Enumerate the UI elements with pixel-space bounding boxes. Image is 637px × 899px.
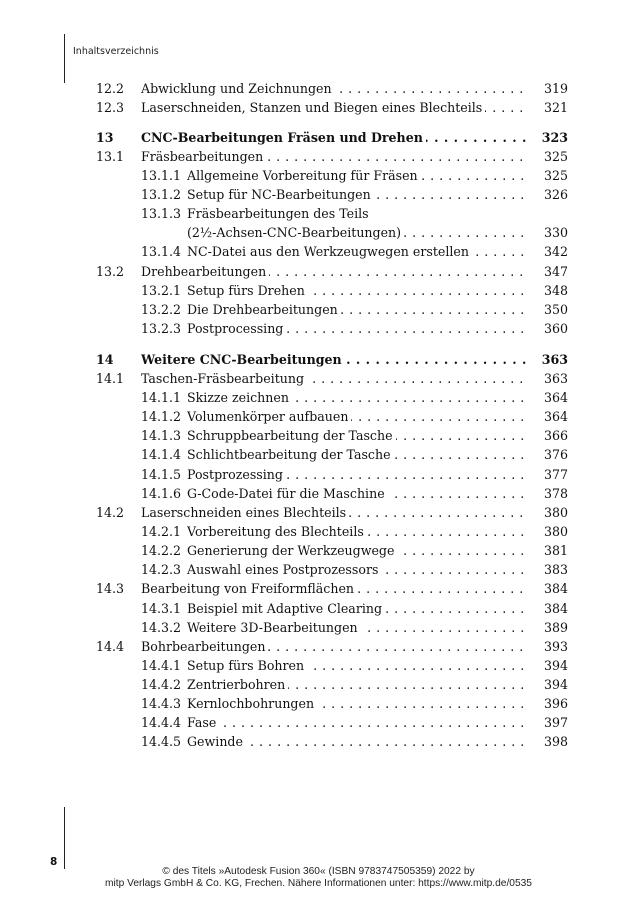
toc-entry-number: 13.1.4 [141, 244, 182, 259]
toc-entry-page: 396 [527, 695, 568, 713]
toc-entry-title: Postprozessing [187, 467, 286, 482]
toc-entry-title: Allgemeine Vorbereitung für Fräsen [187, 168, 421, 183]
toc-entry-title: Auswahl eines Postprozessors [187, 562, 381, 577]
copyright-footer [0, 866, 637, 890]
toc-entry-number: 14.4.4 [141, 715, 182, 730]
toc-entry-page: 330 [527, 224, 568, 242]
toc-entry-title: Weitere CNC-Bearbeitungen [141, 352, 345, 367]
toc-entry-number: 13.1 [96, 149, 125, 164]
toc-entry-page: 378 [527, 485, 568, 503]
toc-entry-page: 363 [527, 370, 568, 388]
toc-entry-page: 326 [527, 186, 568, 204]
toc-entry-page: 342 [527, 243, 568, 261]
toc-entry [0, 351, 637, 369]
toc-entry-page: 364 [527, 408, 568, 426]
toc-entry [0, 389, 637, 407]
toc-entry-number: 14.2.1 [141, 524, 182, 539]
toc-entry-number: 14.3.1 [141, 601, 182, 616]
toc-entry-number: 14.1.2 [141, 409, 182, 424]
toc-entry [0, 485, 637, 503]
toc-entry-title: Schlichtbearbeitung der Tasche [187, 447, 394, 462]
toc-entry [0, 542, 637, 560]
toc-entry [0, 733, 637, 751]
footer-line-2: mitp Verlags GmbH & Co. KG, Frechen. Nähere Informationen unter: https://www.mitp.de/0535 [105, 878, 532, 889]
toc-entry-page: 384 [527, 600, 568, 618]
toc-entry [0, 619, 637, 637]
toc-entry-page: 389 [527, 619, 568, 637]
toc-entry [0, 320, 637, 338]
toc-entry-page: 321 [527, 99, 568, 117]
toc-entry [0, 600, 637, 618]
toc-entry-page: 323 [527, 129, 568, 147]
toc-entry-number: 14.3.2 [141, 620, 182, 635]
toc-entry-page: 376 [527, 446, 568, 464]
toc-entry-page: 384 [527, 580, 568, 598]
toc-entry-number: 14 [96, 352, 114, 367]
toc-entry [0, 714, 637, 732]
margin-rule-top [64, 34, 65, 83]
toc-entry-title: NC-Datei aus den Werkzeugwegen erstellen [187, 244, 472, 259]
toc-entry-number: 14.1.3 [141, 428, 182, 443]
toc-entry-title: Generierung der Werkzeugwege [187, 543, 397, 558]
toc-entry [0, 129, 637, 147]
toc-entry-number: 13.1.3 [141, 206, 182, 221]
toc-entry-title: Fräsbearbeitungen [141, 149, 266, 164]
page-number: 8 [50, 856, 58, 868]
toc-entry-page: 348 [527, 282, 568, 300]
toc-entry-number: 13.2.1 [141, 283, 182, 298]
toc-entry-number: 13.2 [96, 264, 125, 279]
toc-entry-title: Die Drehbearbeitungen [187, 302, 341, 317]
toc-entry-title: Laserschneiden eines Blechteils [141, 505, 349, 520]
toc-entry-title: Bearbeitung von Freiformflächen [141, 581, 357, 596]
toc-entry-title: Gewinde [187, 734, 246, 749]
toc-entry-number: 14.1.5 [141, 467, 182, 482]
running-header: Inhaltsverzeichnis [73, 46, 159, 57]
toc-entry-title: Setup für NC-Bearbeitungen [187, 187, 374, 202]
margin-rule-bottom [64, 807, 65, 869]
toc-entry [0, 80, 637, 98]
toc-entry-title: (2½-Achsen-CNC-Bearbeitungen) [187, 225, 404, 240]
toc-entry-title: Setup fürs Bohren [187, 658, 307, 673]
toc-entry-title: Bohrbearbeitungen [141, 639, 268, 654]
toc-entry-title: G-Code-Datei für die Maschine [187, 486, 388, 501]
toc-entry [0, 186, 637, 204]
toc-entry-number: 12.2 [96, 81, 125, 96]
toc-entry-title: Taschen-Fräsbearbeitung [141, 371, 307, 386]
toc-entry-number: 14.4.5 [141, 734, 182, 749]
toc-entry-title: Vorbereitung des Blechteils [187, 524, 367, 539]
toc-entry-page: 397 [527, 714, 568, 732]
toc-entry-page: 319 [527, 80, 568, 98]
toc-entry-number: 14.2.3 [141, 562, 182, 577]
toc-entry-number: 14.1.4 [141, 447, 182, 462]
toc-entry-number: 14.2.2 [141, 543, 182, 558]
toc-entry-title: Postprocessing [187, 321, 286, 336]
toc-entry-number: 14.3 [96, 581, 125, 596]
toc-entry [0, 148, 637, 166]
toc-entry-page: 381 [527, 542, 568, 560]
toc-entry-number: 14.1.1 [141, 390, 182, 405]
toc-entry-title: Setup fürs Drehen [187, 283, 308, 298]
toc-entry-title: CNC-Bearbeitungen Fräsen und Drehen [141, 130, 426, 145]
toc-entry-page: 360 [527, 320, 568, 338]
toc-entry-title: Schruppbearbeitung der Tasche [187, 428, 396, 443]
toc-entry-title: Volumenkörper aufbauen [187, 409, 351, 424]
toc-entry-title: Beispiel mit Adaptive Clearing [187, 601, 385, 616]
toc-entry [0, 446, 637, 464]
toc-entry-number: 13.1.2 [141, 187, 182, 202]
toc-entry [0, 676, 637, 694]
toc-entry-page: 377 [527, 466, 568, 484]
toc-entry-page: 366 [527, 427, 568, 445]
toc-entry-number: 14.4 [96, 639, 125, 654]
toc-entry-title: Abwicklung und Zeichnungen [141, 81, 335, 96]
toc-entry-number: 13.1.1 [141, 168, 182, 183]
toc-entry-page: 325 [527, 167, 568, 185]
toc-entry [0, 638, 637, 656]
toc-entry [0, 301, 637, 319]
toc-entry-page: 363 [527, 351, 568, 369]
toc-entry [0, 561, 637, 579]
toc-entry [0, 99, 637, 117]
toc-entry-page: 350 [527, 301, 568, 319]
toc-entry-page: 380 [527, 504, 568, 522]
toc-entry-page: 380 [527, 523, 568, 541]
toc-entry-title: Zentrierbohren [187, 677, 288, 692]
toc-entry-number: 13.2.3 [141, 321, 182, 336]
toc-entry-page: 325 [527, 148, 568, 166]
toc-entry-number: 14.1.6 [141, 486, 182, 501]
toc-entry [0, 263, 637, 281]
toc-entry-number: 14.4.1 [141, 658, 182, 673]
toc-entry-page: 364 [527, 389, 568, 407]
toc-entry [0, 695, 637, 713]
toc-entry [0, 580, 637, 598]
toc-entry-title: Weitere 3D-Bearbeitungen [187, 620, 361, 635]
toc-entry [0, 282, 637, 300]
toc-entry [0, 427, 637, 445]
toc-entry-title: Drehbearbeitungen [141, 264, 269, 279]
toc-entry [0, 657, 637, 675]
toc-entry-number: 13 [96, 130, 114, 145]
toc-entry [0, 205, 637, 223]
toc-entry [0, 224, 637, 242]
toc-entry [0, 370, 637, 388]
footer-line-1: © des Titels »Autodesk Fusion 360« (ISBN 9783747505359) 2022 by [162, 866, 475, 877]
toc-entry-number: 14.2 [96, 505, 125, 520]
toc-entry-page: 347 [527, 263, 568, 281]
toc-entry [0, 466, 637, 484]
toc-entry-title: Skizze zeichnen [187, 390, 292, 405]
toc-entry-page: 394 [527, 657, 568, 675]
toc-entry-page: 393 [527, 638, 568, 656]
toc-entry [0, 504, 637, 522]
toc-entry-title: Fase [187, 715, 219, 730]
toc-entry-page: 383 [527, 561, 568, 579]
toc-entry-number: 14.4.2 [141, 677, 182, 692]
toc-entry [0, 167, 637, 185]
toc-entry-title: Laserschneiden, Stanzen und Biegen eines Blechteils [141, 100, 485, 115]
toc-entry-title: Kernlochbohrungen [187, 696, 317, 711]
toc-entry-title: Fräsbearbeitungen des Teils [187, 206, 372, 221]
toc-entry-number: 12.3 [96, 100, 125, 115]
toc-entry [0, 523, 637, 541]
toc-entry-page: 394 [527, 676, 568, 694]
toc-entry-page: 398 [527, 733, 568, 751]
toc-entry [0, 243, 637, 261]
toc-entry-number: 14.1 [96, 371, 125, 386]
toc-entry-number: 13.2.2 [141, 302, 182, 317]
toc-entry [0, 408, 637, 426]
toc-entry-number: 14.4.3 [141, 696, 182, 711]
